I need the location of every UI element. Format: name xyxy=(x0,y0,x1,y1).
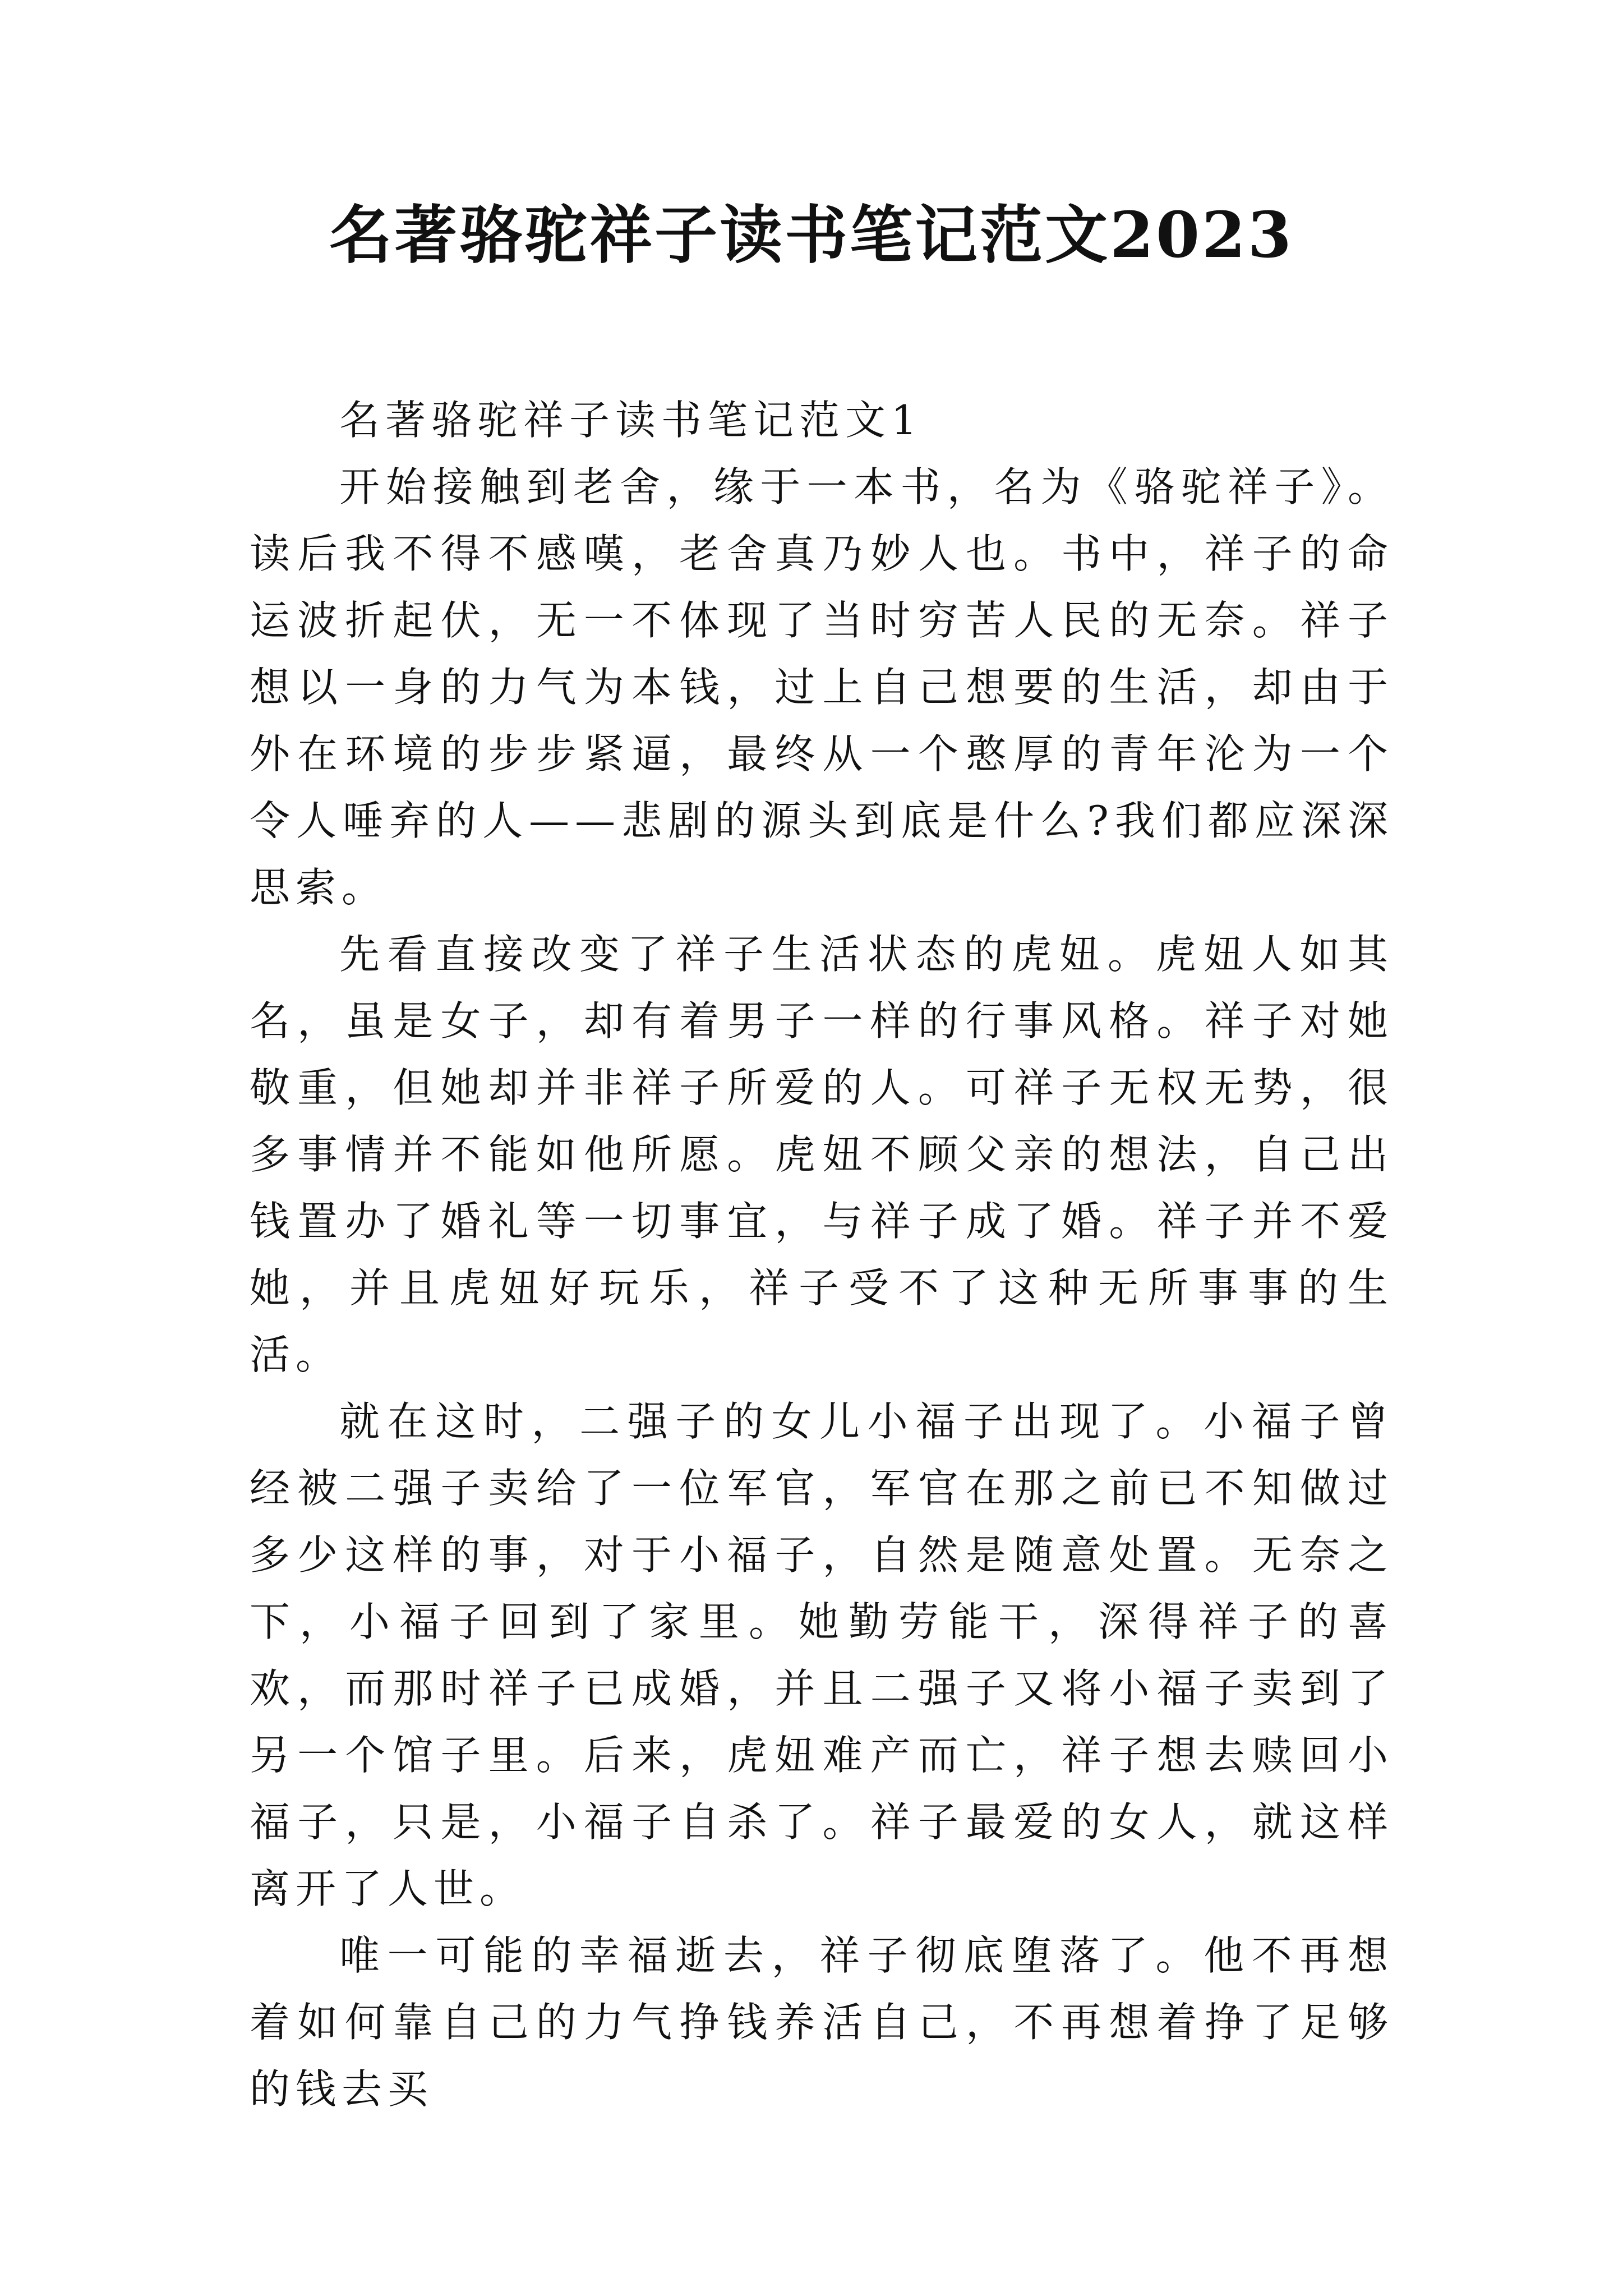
paragraph-4: 唯一可能的幸福逝去，祥子彻底堕落了。他不再想着如何靠自己的力气挣钱养活自己，不再想着挣了足够的钱去买 xyxy=(250,1932,1394,2113)
paragraph-3: 就在这时，二强子的女儿小福子出现了。小福子曾经被二强子卖给了一位军官，军官在那之前已不知做过多少这样的事，对于小福子，自然是随意处置。无奈之下，小福子回到了家里。她勤劳能干，深得祥子的喜欢，而那时祥子已成婚，并且二强子又将小福子卖到了另一个馆子里。后来，虎妞难产而亡，祥子想去赎回小福子，只是，小福子自杀了。祥子最爱的女人，就这样离开了人世。 xyxy=(250,1398,1394,1912)
document-body xyxy=(250,387,1394,2123)
paragraph-2: 先看直接改变了祥子生活状态的虎妞。虎妞人如其名，虽是女子，却有着男子一样的行事风格。祥子对她敬重，但她却并非祥子所爱的人。可祥子无权无势，很多事情并不能如他所愿。虎妞不顾父亲的想法，自己出钱置办了婚礼等一切事宜，与祥子成了婚。祥子并不爱她，并且虎妞好玩乐，祥子受不了这种无所事事的生活。 xyxy=(250,931,1394,1378)
paragraph-1: 开始接触到老舍，缘于一本书，名为《骆驼祥子》。读后我不得不感嘆，老舍真乃妙人也。书中，祥子的命运波折起伏，无一不体现了当时穷苦人民的无奈。祥子想以一身的力气为本钱，过上自己想要的生活，却由于外在环境的步步紧逼，最终从一个憨厚的青年沦为一个令人唾弃的人——悲剧的源头到底是什么?我们都应深深思索。 xyxy=(250,463,1394,911)
section-heading: 名著骆驼祥子读书笔记范文1 xyxy=(339,397,923,444)
document-title: 名著骆驼祥子读书笔记范文2023 xyxy=(329,199,1294,272)
